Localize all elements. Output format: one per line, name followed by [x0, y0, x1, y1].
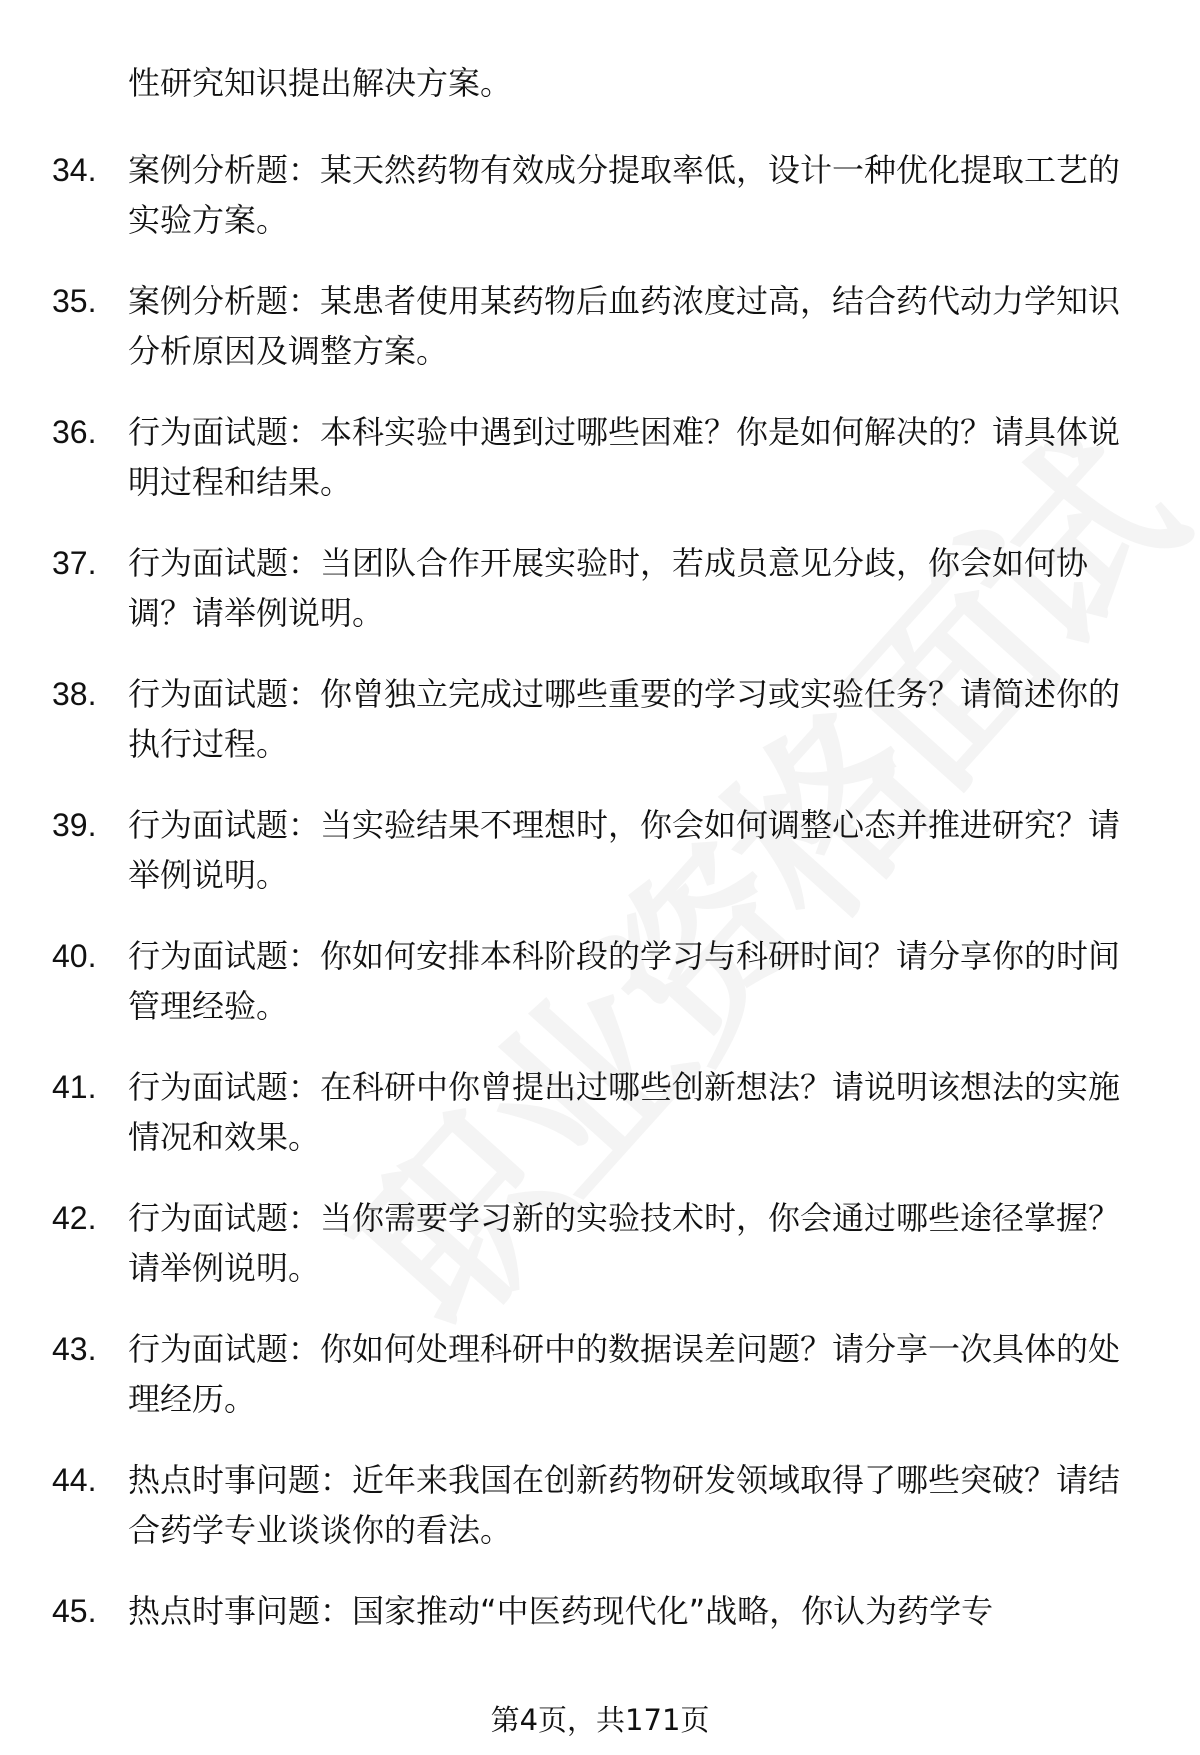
question-text: 行为面试题：当实验结果不理想时，你会如何调整心态并推进研究？请举例说明。 — [128, 806, 1121, 894]
question-item — [0, 800, 1200, 931]
question-text: 案例分析题：某天然药物有效成分提取率低，设计一种优化提取工艺的实验方案。 — [128, 151, 1121, 239]
continuation-text: 性研究知识提出解决方案。 — [128, 64, 513, 102]
question-item — [0, 145, 1200, 276]
question-number: 35. — [52, 283, 97, 319]
question-number: 36. — [52, 414, 97, 450]
question-text: 行为面试题：你如何安排本科阶段的学习与科研时间？请分享你的时间管理经验。 — [128, 937, 1121, 1025]
question-text: 行为面试题：你如何处理科研中的数据误差问题？请分享一次具体的处理经历。 — [128, 1330, 1121, 1418]
question-number: 42. — [52, 1200, 97, 1236]
question-number: 41. — [52, 1069, 97, 1105]
question-item — [0, 276, 1200, 407]
question-item — [0, 1455, 1200, 1586]
question-list — [0, 145, 1200, 1717]
question-text: 行为面试题：在科研中你曾提出过哪些创新想法？请说明该想法的实施情况和效果。 — [128, 1068, 1121, 1156]
question-item — [0, 538, 1200, 669]
question-number: 43. — [52, 1331, 97, 1367]
question-text: 热点时事问题：近年来我国在创新药物研发领域取得了哪些突破？请结合药学专业谈谈你的看法。 — [128, 1461, 1121, 1549]
question-text: 行为面试题：你曾独立完成过哪些重要的学习或实验任务？请简述你的执行过程。 — [128, 675, 1121, 763]
question-text: 热点时事问题：国家推动“中医药现代化”战略，你认为药学专 — [128, 1592, 994, 1630]
question-number: 44. — [52, 1462, 97, 1498]
question-number: 37. — [52, 545, 97, 581]
question-number: 38. — [52, 676, 97, 712]
question-text: 行为面试题：当你需要学习新的实验技术时，你会通过哪些途径掌握？请举例说明。 — [128, 1199, 1121, 1287]
question-number: 39. — [52, 807, 97, 843]
question-item — [0, 1324, 1200, 1455]
question-text: 行为面试题：本科实验中遇到过哪些困难？你是如何解决的？请具体说明过程和结果。 — [128, 413, 1121, 501]
question-item — [0, 407, 1200, 538]
question-item — [0, 1193, 1200, 1324]
question-item — [0, 1586, 1200, 1717]
question-number: 45. — [52, 1593, 97, 1629]
question-item — [0, 1062, 1200, 1193]
question-item — [0, 669, 1200, 800]
question-text: 行为面试题：当团队合作开展实验时，若成员意见分歧，你会如何协调？请举例说明。 — [128, 544, 1089, 632]
question-number: 40. — [52, 938, 97, 974]
question-text: 案例分析题：某患者使用某药物后血药浓度过高，结合药代动力学知识分析原因及调整方案。 — [128, 282, 1121, 370]
page-footer: 第4页，共171页 — [490, 1703, 710, 1737]
question-item — [0, 931, 1200, 1062]
question-number: 34. — [52, 152, 97, 188]
